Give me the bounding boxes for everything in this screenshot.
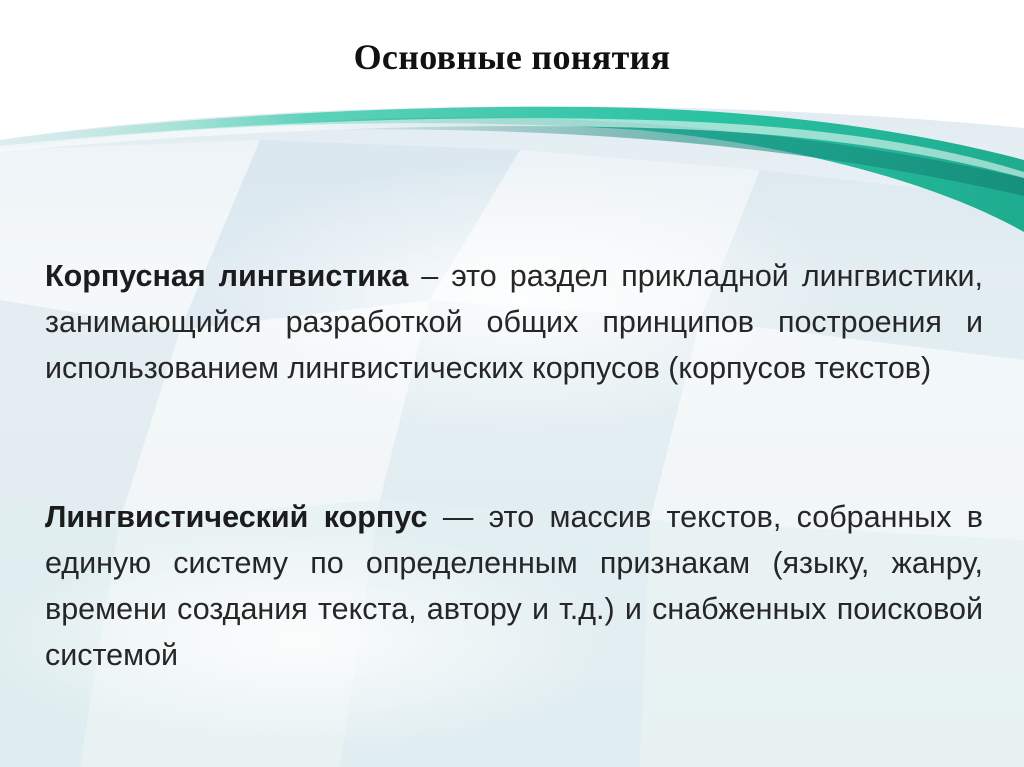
definition-term: Лингвистический корпус (45, 500, 428, 534)
definition-text: – это раздел прикладной лингвистики, занимающийся разработкой общих принципов построения и использованием лингвистических корпусов (корпусов текстов) (45, 259, 984, 385)
definition-linguistic-corpus (45, 494, 983, 678)
definition-corpus-linguistics (45, 253, 983, 391)
slide-title: Основные понятия (353, 37, 671, 77)
definition-text: — это массив текстов, собранных в единую систему по определенным признакам (языку, жанру, времени создания текста, автору и т.д.) и снабженных поисковой системой (45, 500, 983, 672)
definition-term: Корпусная лингвистика (45, 259, 409, 293)
